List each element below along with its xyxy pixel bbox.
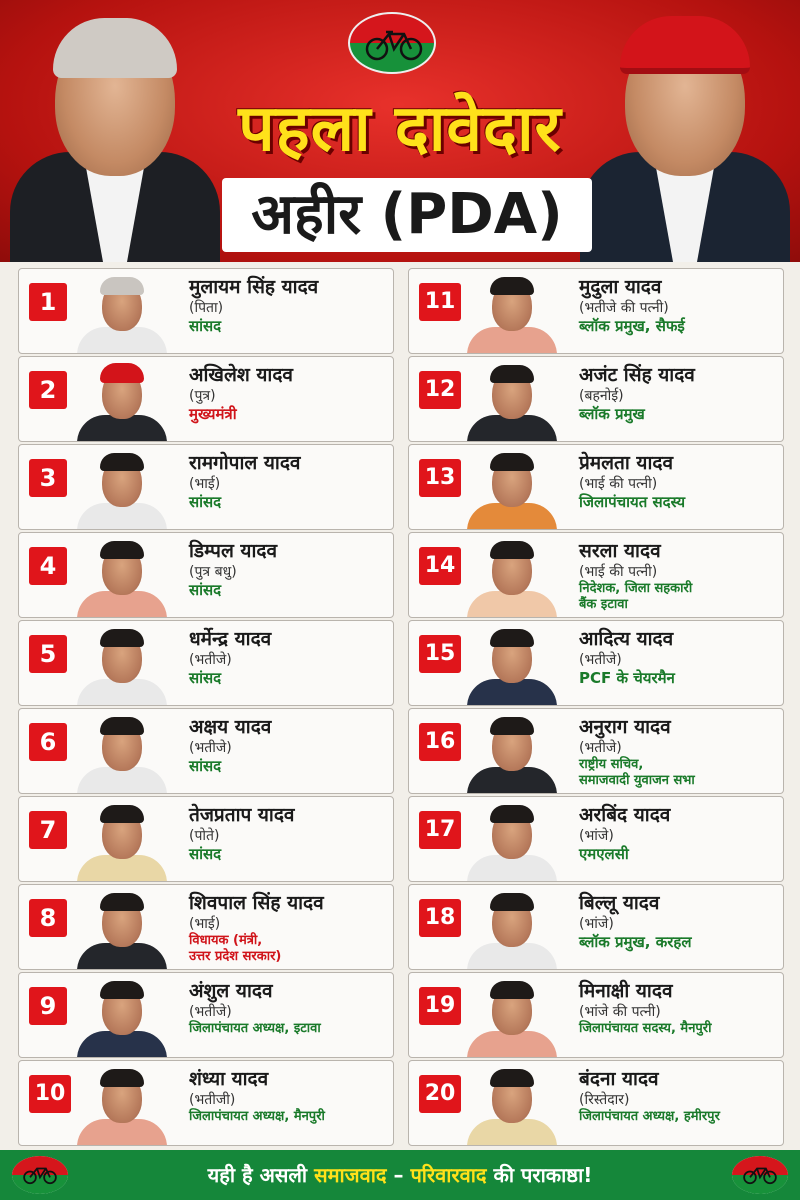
member-relation: (बहनोई)	[579, 388, 624, 404]
member-relation: (भतीजे)	[189, 1004, 232, 1020]
member-number: 16	[419, 723, 461, 761]
list-item	[18, 972, 394, 1058]
member-name: अनुराग यादव	[579, 716, 671, 738]
member-photo	[461, 625, 563, 706]
member-role: जिलापंचायत अध्यक्ष, हमीरपुर	[579, 1109, 720, 1124]
member-name: बंदना यादव	[579, 1068, 659, 1090]
member-role: विधायक (मंत्री,	[189, 933, 263, 948]
page-title: पहला दावेदार	[238, 92, 562, 166]
list-item	[408, 708, 784, 794]
member-photo	[71, 625, 173, 706]
member-name: तेजप्रताप यादव	[189, 804, 295, 826]
member-relation: (भतीजे)	[579, 740, 622, 756]
member-role-line2: समाजवादी युवाजन सभा	[579, 773, 695, 788]
member-number: 8	[29, 899, 67, 937]
member-relation: (भतीजी)	[189, 1092, 236, 1108]
list-item	[408, 356, 784, 442]
member-name: सरला यादव	[579, 540, 661, 562]
member-photo	[71, 977, 173, 1058]
member-name: रामगोपाल यादव	[189, 452, 301, 474]
member-number: 12	[419, 371, 461, 409]
member-relation: (भतीजे)	[579, 652, 622, 668]
footer-slogan: यही है असली समाजवाद – परिवारवाद की पराकाष्ठा!	[207, 1163, 593, 1187]
member-role: PCF के चेयरमैन	[579, 669, 675, 687]
member-role-line2: उत्तर प्रदेश सरकार)	[189, 949, 282, 964]
member-relation: (रिस्तेदार)	[579, 1092, 630, 1108]
list-item	[408, 620, 784, 706]
list-item	[18, 1060, 394, 1146]
member-name: डिम्पल यादव	[189, 540, 278, 562]
member-relation: (भतीजे)	[189, 740, 232, 756]
member-name: शिवपाल सिंह यादव	[189, 892, 324, 914]
member-relation: (पुत्र बधु)	[189, 564, 237, 580]
member-photo	[461, 537, 563, 618]
member-role: जिलापंचायत सदस्य	[579, 493, 686, 511]
member-relation: (पिता)	[189, 300, 224, 316]
member-photo	[71, 1065, 173, 1146]
member-role: सांसद	[189, 669, 222, 687]
member-photo	[461, 713, 563, 794]
member-photo	[461, 449, 563, 530]
member-name: आदित्य यादव	[579, 628, 674, 650]
member-number: 20	[419, 1075, 461, 1113]
member-name: अखिलेश यादव	[189, 364, 293, 386]
member-name: अरबिंद यादव	[579, 804, 671, 826]
member-number: 11	[419, 283, 461, 321]
member-photo	[461, 977, 563, 1058]
member-name: बिल्लू यादव	[579, 892, 660, 914]
member-role: सांसद	[189, 493, 222, 511]
member-relation: (भतीजे)	[189, 652, 232, 668]
member-name: मुदुला यादव	[579, 276, 662, 298]
bicycle-icon	[348, 12, 436, 74]
member-number: 13	[419, 459, 461, 497]
member-name: शंध्या यादव	[189, 1068, 269, 1090]
footer-banner	[0, 1150, 800, 1200]
header-banner	[0, 0, 800, 262]
member-photo	[461, 889, 563, 970]
bicycle-icon	[732, 1156, 788, 1194]
list-item	[408, 972, 784, 1058]
member-number: 19	[419, 987, 461, 1025]
member-role: मुख्यमंत्री	[189, 405, 237, 423]
member-number: 6	[29, 723, 67, 761]
member-photo	[71, 361, 173, 442]
member-relation: (पोते)	[189, 828, 220, 844]
member-role: जिलापंचायत अध्यक्ष, इटावा	[189, 1021, 321, 1036]
member-photo	[71, 801, 173, 882]
member-number: 1	[29, 283, 67, 321]
member-number: 9	[29, 987, 67, 1025]
list-item	[408, 884, 784, 970]
member-number: 4	[29, 547, 67, 585]
member-number: 7	[29, 811, 67, 849]
member-number: 18	[419, 899, 461, 937]
member-relation: (भतीजे की पत्नी)	[579, 300, 669, 316]
member-role: सांसद	[189, 581, 222, 599]
list-item	[408, 268, 784, 354]
member-photo	[71, 449, 173, 530]
member-role: ब्लॉक प्रमुख, सैफई	[579, 317, 685, 335]
member-number: 10	[29, 1075, 71, 1113]
member-role: राष्ट्रीय सचिव,	[579, 757, 644, 772]
member-name: अजंट सिंह यादव	[579, 364, 695, 386]
member-photo	[71, 273, 173, 354]
list-item	[18, 620, 394, 706]
member-photo	[461, 361, 563, 442]
member-photo	[461, 1065, 563, 1146]
member-number: 2	[29, 371, 67, 409]
list-item	[408, 444, 784, 530]
member-role: एमएलसी	[579, 845, 629, 863]
list-item	[18, 444, 394, 530]
list-item	[18, 884, 394, 970]
list-item	[18, 268, 394, 354]
member-name: अक्षय यादव	[189, 716, 272, 738]
member-name: मिनाक्षी यादव	[579, 980, 673, 1002]
member-relation: (भाई)	[189, 916, 221, 932]
member-role: सांसद	[189, 845, 222, 863]
member-relation: (भांजे)	[579, 828, 614, 844]
member-photo	[71, 537, 173, 618]
member-role: ब्लॉक प्रमुख	[579, 405, 645, 423]
member-number: 14	[419, 547, 461, 585]
member-relation: (भाई की पत्नी)	[579, 476, 658, 492]
member-role: सांसद	[189, 757, 222, 775]
page-subtitle: अहीर (PDA)	[251, 182, 563, 247]
member-role: सांसद	[189, 317, 222, 335]
member-relation: (भांजे की पत्नी)	[579, 1004, 661, 1020]
list-item	[18, 532, 394, 618]
member-number: 3	[29, 459, 67, 497]
member-number: 5	[29, 635, 67, 673]
list-item	[18, 356, 394, 442]
list-item	[18, 796, 394, 882]
member-role: ब्लॉक प्रमुख, करहल	[579, 933, 692, 951]
member-name: मुलायम सिंह यादव	[189, 276, 319, 298]
member-role: निदेशक, जिला सहकारी	[579, 581, 693, 596]
list-item	[408, 796, 784, 882]
member-name: धर्मेन्द्र यादव	[189, 628, 272, 650]
member-photo	[461, 801, 563, 882]
member-name: अंशुल यादव	[189, 980, 273, 1002]
member-photo	[71, 713, 173, 794]
member-relation: (भांजे)	[579, 916, 614, 932]
member-role-line2: बैंक इटावा	[579, 597, 628, 612]
member-role: जिलापंचायत अध्यक्ष, मैनपुरी	[189, 1109, 325, 1124]
member-number: 17	[419, 811, 461, 849]
member-number: 15	[419, 635, 461, 673]
member-photo	[461, 273, 563, 354]
member-relation: (भाई की पत्नी)	[579, 564, 658, 580]
member-name: प्रेमलता यादव	[579, 452, 674, 474]
list-item	[408, 532, 784, 618]
bicycle-icon	[12, 1156, 68, 1194]
member-relation: (पुत्र)	[189, 388, 216, 404]
member-photo	[71, 889, 173, 970]
list-item	[18, 708, 394, 794]
member-relation: (भाई)	[189, 476, 221, 492]
list-item	[408, 1060, 784, 1146]
member-role: जिलापंचायत सदस्य, मैनपुरी	[579, 1021, 712, 1036]
